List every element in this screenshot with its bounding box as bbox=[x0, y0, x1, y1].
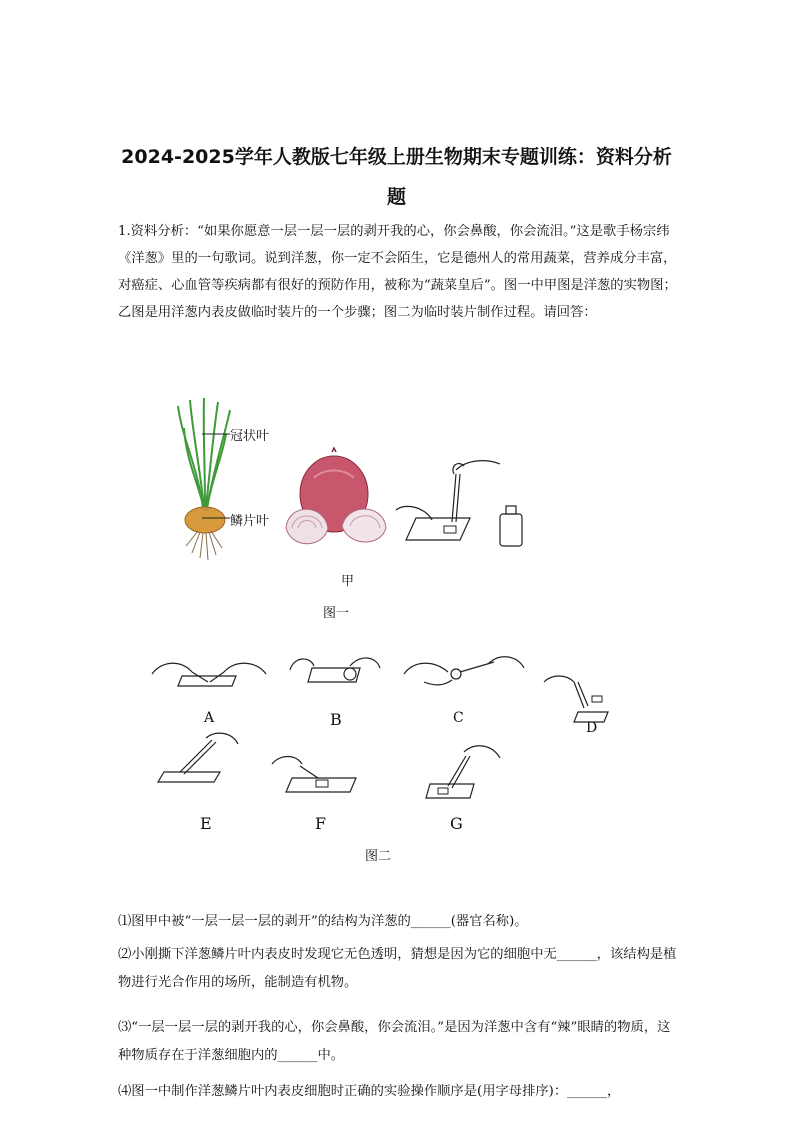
step-letter-g: G bbox=[450, 814, 463, 833]
step-b-illustration bbox=[290, 652, 380, 692]
step-c-illustration bbox=[404, 652, 524, 692]
intro-paragraph: 1.资料分析：“如果你愿意一层一层一层的剥开我的心，你会鼻酸，你会流泪。”这是歌手杨宗纬《洋葱》里的一句歌词。说到洋葱，你一定不会陌生，它是德州人的常用蔬菜，营养成分丰富，对癌症、心血管等疾病都有很好的预防作用，被称为“蔬菜皇后”。图一中甲图是洋葱的实物图；乙图是用洋葱内表皮做临时装片的一个步骤；图二为临时装片制作过程。请回答： bbox=[118, 224, 677, 320]
figure-1-caption: 图一 bbox=[323, 606, 350, 621]
step-letter-b: B bbox=[330, 710, 342, 729]
step-letter-c: C bbox=[453, 710, 464, 726]
step-letter-a: A bbox=[204, 710, 215, 726]
step-letter-f: F bbox=[315, 814, 327, 833]
red-onion-illustration bbox=[284, 448, 388, 558]
document-title-line1: 2024-2025学年人教版七年级上册生物期末专题训练：资料分析 bbox=[121, 146, 672, 168]
step-a-illustration bbox=[152, 654, 266, 694]
label-crown-leaf: 冠状叶 bbox=[230, 429, 270, 444]
pipette-slide-illustration bbox=[396, 458, 528, 550]
step-e-illustration bbox=[156, 730, 240, 784]
question-4: ⑷图一中制作洋葱鳞片叶内表皮细胞时正确的实验操作顺序是(用字母排序)：______， bbox=[118, 1084, 621, 1099]
step-letter-e: E bbox=[200, 814, 212, 833]
question-1: ⑴图甲中被“一层一层一层的剥开”的结构为洋葱的______(器官名称)。 bbox=[118, 914, 528, 929]
question-2: ⑵小刚撕下洋葱鳞片叶内表皮时发现它无色透明，猜想是因为它的细胞中无______，该结构是植物进行光合作用的场所，能制造有机物。 bbox=[118, 947, 677, 990]
label-jia: 甲 bbox=[341, 574, 355, 589]
question-3: ⑶“一层一层一层的剥开我的心，你会鼻酸，你会流泪。”是因为洋葱中含有“辣”眼睛的物质，这种物质存在于洋葱细胞内的______中。 bbox=[118, 1020, 671, 1063]
label-scale-leaf: 鳞片叶 bbox=[230, 514, 270, 529]
document-title-line2: 题 bbox=[386, 186, 406, 208]
step-f-illustration bbox=[272, 752, 358, 794]
step-g-illustration bbox=[424, 742, 500, 800]
step-letter-d: D bbox=[586, 720, 598, 736]
step-d-illustration bbox=[544, 672, 610, 724]
figure-2-caption: 图二 bbox=[365, 849, 392, 864]
